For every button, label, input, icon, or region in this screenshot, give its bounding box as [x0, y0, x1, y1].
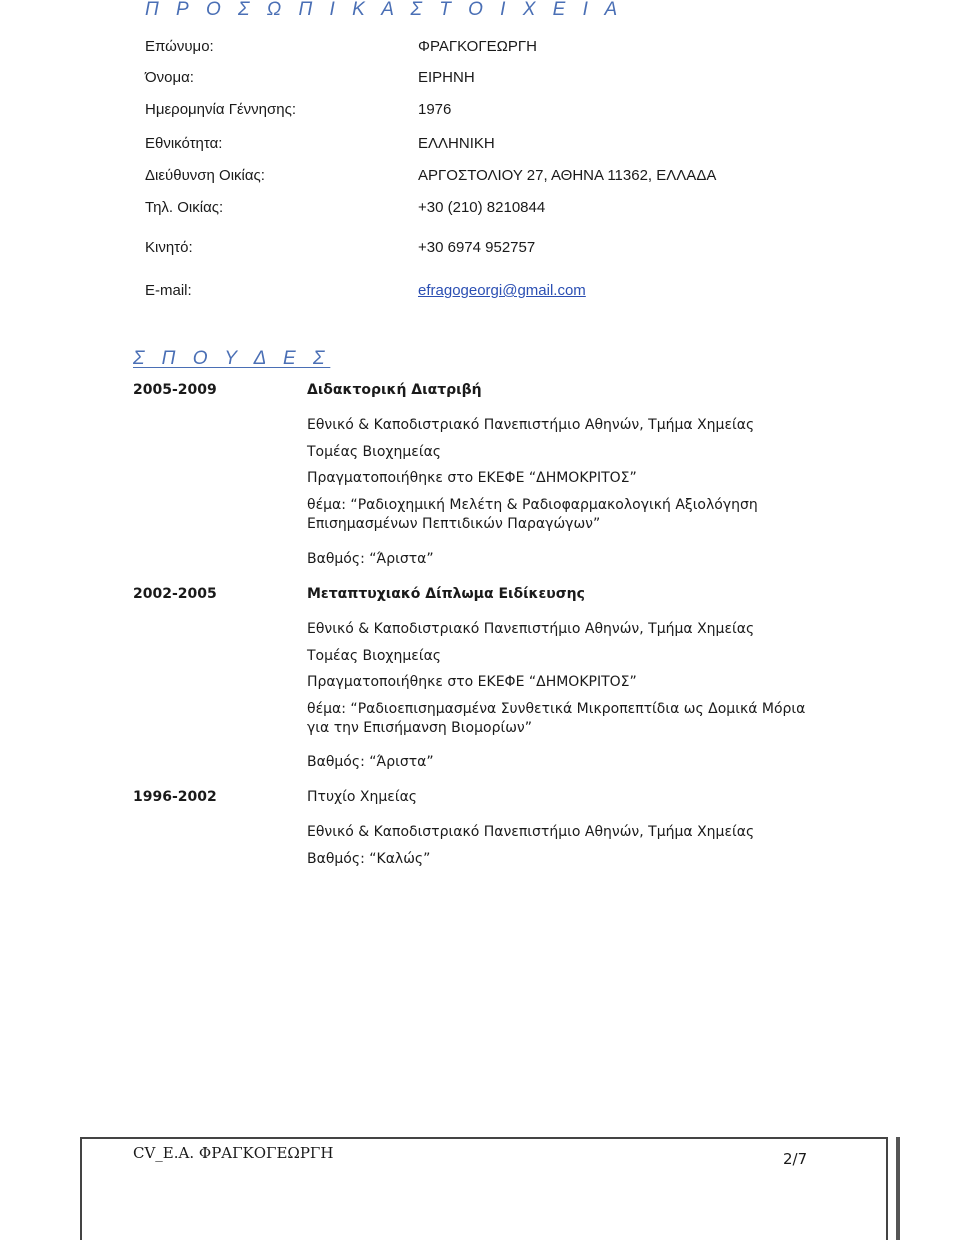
phd-topic-line2: Επισημασμένων Πεπτιδικών Παραγώγων” [307, 516, 601, 532]
firstname-label: Όνομα: [145, 69, 194, 86]
footer-page-number: 2/7 [783, 1150, 808, 1168]
surname-label: Επώνυμο: [145, 38, 214, 55]
phd-topic-line1: θέμα: “Ραδιοχημική Μελέτη & Ραδιοφαρμακολογική Αξιολόγηση [307, 497, 758, 513]
nationality-label: Εθνικότητα: [145, 135, 223, 152]
msc-department: Τομέας Βιοχημείας [307, 648, 442, 664]
home-phone-label: Τηλ. Οικίας: [145, 199, 224, 216]
email-label: E-mail: [145, 282, 192, 299]
nationality-value: ΕΛΛΗΝΙΚΗ [418, 135, 495, 152]
address-label: Διεύθυνση Οικίας: [145, 167, 265, 184]
phd-degree: Διδακτορική Διατριβή [307, 382, 482, 398]
firstname-value: ΕΙΡΗΝΗ [418, 69, 475, 86]
studies-section-title: Σ Π Ο Υ Δ Ε Σ [133, 348, 331, 369]
phd-institute: Πραγματοποιήθηκε στο ΕΚΕΦΕ “ΔΗΜΟΚΡΙΤΟΣ” [307, 470, 637, 486]
mobile-label: Κινητό: [145, 239, 193, 256]
msc-university: Εθνικό & Καποδιστριακό Πανεπιστήμιο Αθηνών, Τμήμα Χημείας [307, 621, 755, 637]
msc-topic-line1: θέμα: “Ραδιοεπισημασμένα Συνθετικά Μικροπεπτίδια ως Δομικά Μόρια [307, 701, 806, 717]
phd-grade: Βαθμός: “Άριστα” [307, 551, 434, 567]
personal-section-title: Π Ρ Ο Σ Ω Π Ι Κ Α Σ Τ Ο Ι Χ Ε Ι Α [145, 0, 624, 20]
phd-university: Εθνικό & Καποδιστριακό Πανεπιστήμιο Αθηνών, Τμήμα Χημείας [307, 417, 755, 433]
msc-years: 2002-2005 [133, 586, 217, 602]
msc-topic-line2: για την Επισήμανση Βιομορίων” [307, 720, 532, 736]
msc-degree: Μεταπτυχιακό Δίπλωμα Ειδίκευσης [307, 586, 585, 602]
footer-cv-label: CV_Ε.Α. ΦΡΑΓΚΟΓΕΩΡΓΗ [133, 1144, 334, 1162]
birthdate-value: 1976 [418, 101, 452, 118]
bsc-degree: Πτυχίο Χημείας [307, 789, 418, 805]
home-phone-value: +30 (210) 8210844 [418, 199, 546, 216]
bsc-years: 1996-2002 [133, 789, 217, 805]
bsc-university: Εθνικό & Καποδιστριακό Πανεπιστήμιο Αθηνών, Τμήμα Χημείας [307, 824, 755, 840]
address-value: ΑΡΓΟΣΤΟΛΙΟΥ 27, ΑΘΗΝΑ 11362, ΕΛΛΑΔΑ [418, 167, 717, 184]
msc-institute: Πραγματοποιήθηκε στο ΕΚΕΦΕ “ΔΗΜΟΚΡΙΤΟΣ” [307, 674, 637, 690]
phd-department: Τομέας Βιοχημείας [307, 444, 442, 460]
surname-value: ΦΡΑΓΚΟΓΕΩΡΓΗ [418, 38, 537, 55]
email-link[interactable]: efragogeorgi@gmail.com [418, 282, 586, 299]
birthdate-label: Ημερομηνία Γέννησης: [145, 101, 296, 118]
msc-grade: Βαθμός: “Άριστα” [307, 754, 434, 770]
footer-accent-bar [896, 1137, 900, 1240]
mobile-value: +30 6974 952757 [418, 239, 536, 256]
bsc-grade: Βαθμός: “Καλώς” [307, 851, 431, 867]
phd-years: 2005-2009 [133, 382, 217, 398]
